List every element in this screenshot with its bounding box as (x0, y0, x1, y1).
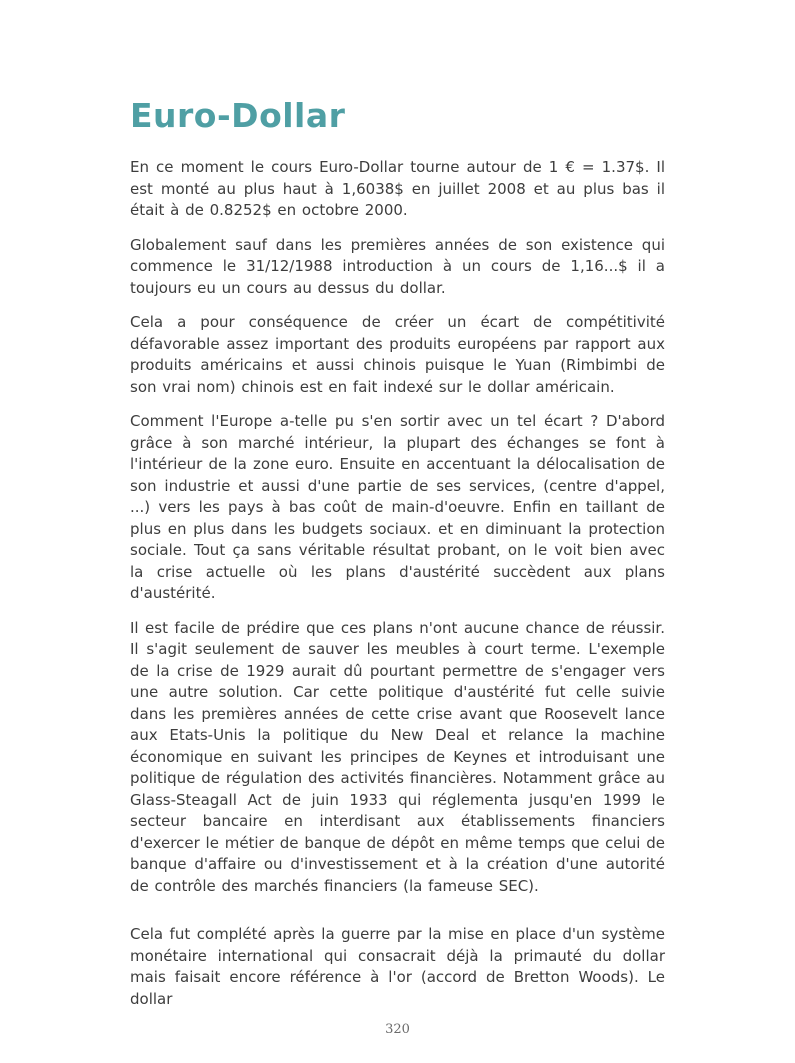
document-body (130, 157, 665, 1010)
paragraph-bretton-woods: Cela fut complété après la guerre par la mise en place d'un système monétaire international qui consacrait déjà la primauté du dollar mais faisait encore référence à l'or (accord de Bretton Woods). Le dollar (130, 925, 665, 1008)
page-number: 320 (385, 1022, 410, 1037)
paragraph-austerity-critique: Il est facile de prédire que ces plans n'ont aucune chance de réussir. Il s'agit seulement de sauver les meubles à court terme. L'exemple de la crise de 1929 aurait dû pourtant permettre de s'engager vers une autre solution. Car cette politique d'austérité fut celle suivie dans les premières années de cette crise avant que Roosevelt lance aux Etats-Unis la politique du New Deal et relance la machine économique en suivant les principes de Keynes et introduisant une politique de régulation des activités financières. Notamment grâce au Glass-Steagall Act de juin 1933 qui réglementa jusqu'en 1999 le secteur bancaire en interdisant aux établissements financiers d'exercer le métier de banque de dépôt en même temps que celui de banque d'affaire ou d'investissement et à la création d'une autorité de contrôle des marchés financiers (la fameuse SEC). (130, 618, 665, 895)
paragraph-intro-exchange-rate: En ce moment le cours Euro-Dollar tourne autour de 1 € = 1.37$. Il est monté au plus haut à 1,6038$ en juillet 2008 et au plus bas il était à de 0.8252$ en octobre 2000. (130, 158, 665, 219)
paragraph-competitiveness-gap: Cela a pour conséquence de créer un écart de compétitivité défavorable assez important des produits européens par rapport aux produits américains et aussi chinois puisque le Yuan (Rimbimbi de son vrai nom) chinois est en fait indexé sur le dollar américain. (130, 313, 665, 396)
paragraph-global-history: Globalement sauf dans les premières années de son existence qui commence le 31/12/1988 introduction à un cours de 1,16...$ il a toujours eu un cours au dessus du dollar. (130, 235, 665, 297)
paragraph-europe-response: Comment l'Europe a-telle pu s'en sortir avec un tel écart ? D'abord grâce à son marché intérieur, la plupart des échanges se font à l'intérieur de la zone euro. Ensuite en accentuant la délocalisation de son industrie et aussi d'une partie de ses services, (centre d'appel, ...) vers les pays à bas coût de main-d'oeuvre. Enfin en taillant de plus en plus dans les budgets sociaux. et en diminuant la protection sociale. Tout ça sans véritable résultat probant, on le voit bien avec la crise actuelle où les plans d'austérité succèdent aux plans d'austérité. (130, 412, 665, 602)
page-title: Euro-Dollar (130, 96, 346, 135)
